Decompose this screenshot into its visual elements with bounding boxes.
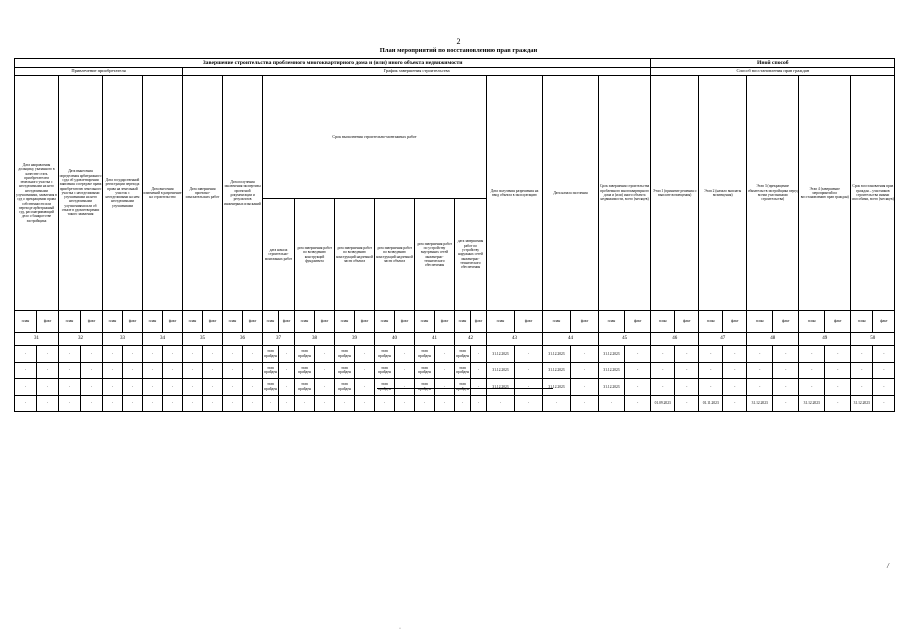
table-cell: - (723, 362, 747, 379)
table-cell: - (515, 379, 543, 396)
fact-label: факт (873, 311, 895, 333)
table-cell: - (203, 346, 223, 363)
table-cell: - (825, 379, 851, 396)
column-header: Дата государственной регистрации перехода права на земельный участок с неотделимыми на нем неотделимыми улучшениями (103, 76, 143, 311)
section-other-header: Иной способ (651, 59, 895, 68)
column-header: дата завершения работ по возведению конструкций фундамента (295, 199, 335, 311)
table-cell: - (571, 346, 599, 363)
group-schedule-header: График завершения строительства (183, 68, 651, 76)
fact-label: факт (279, 311, 295, 333)
table-cell: - (571, 379, 599, 396)
table-cell: - (699, 379, 723, 396)
column-number: 44 (543, 333, 599, 346)
table-cell: 31.12.2023 (543, 379, 571, 396)
table-cell: - (471, 362, 487, 379)
table-cell: этап пройден (263, 346, 279, 363)
fact-label: факт (723, 311, 747, 333)
fact-label: факт (355, 311, 375, 333)
plan-label: план (335, 311, 355, 333)
plan-label: план (455, 311, 471, 333)
plan-label: план (699, 311, 723, 333)
table-cell: - (773, 362, 799, 379)
table-cell: - (315, 379, 335, 396)
column-header: Этап 2 (начало выплаты возмещения) (699, 76, 747, 311)
table-cell: - (675, 379, 699, 396)
plan-label: план (851, 311, 873, 333)
table-cell: - (799, 362, 825, 379)
plan-label: план (487, 311, 515, 333)
table-cell: - (455, 395, 471, 412)
table-cell: - (143, 346, 163, 363)
column-header: Этап 4 (завершение мероприятий по восстановлению прав граждан) (799, 76, 851, 311)
table-cell: - (103, 379, 123, 396)
table-cell: - (37, 379, 59, 396)
table-cell: - (37, 395, 59, 412)
table-cell: - (15, 346, 37, 363)
table-cell: этап пройден (335, 379, 355, 396)
fact-label: факт (203, 311, 223, 333)
table-cell: - (15, 362, 37, 379)
column-number: 39 (335, 333, 375, 346)
table-cell: 31.12.2023 (799, 395, 825, 412)
table-cell: - (123, 346, 143, 363)
table-row (15, 379, 895, 396)
table-cell: этап пройден (415, 379, 435, 396)
column-number: 48 (747, 333, 799, 346)
column-header: Срок восстановления прав граждан – участников строительства иными способами, всего (месяцев) (851, 76, 895, 311)
table-cell: - (773, 379, 799, 396)
table-cell: - (873, 395, 895, 412)
table-cell: - (873, 362, 895, 379)
table-cell: - (295, 395, 315, 412)
table-cell: 31.12.2023 (599, 362, 625, 379)
table-cell: - (799, 379, 825, 396)
table-cell: этап пройден (455, 362, 471, 379)
table-cell: - (203, 362, 223, 379)
table-cell: - (625, 395, 651, 412)
table-cell: - (243, 379, 263, 396)
table-cell: - (675, 362, 699, 379)
table-cell: - (223, 379, 243, 396)
fact-label: факт (163, 311, 183, 333)
table-cell: - (395, 395, 415, 412)
table-cell: - (747, 379, 773, 396)
table-cell: этап пройден (375, 362, 395, 379)
column-header: Этап 1 (принятие решения о выплате возмещения) (651, 76, 699, 311)
table-cell: 31.12.2023 (543, 346, 571, 363)
fact-label: факт (471, 311, 487, 333)
plan-table (14, 58, 895, 412)
fact-label: факт (243, 311, 263, 333)
table-cell: 31.12.2023 (599, 346, 625, 363)
table-cell: - (651, 379, 675, 396)
table-cell: - (851, 346, 873, 363)
table-cell: - (625, 346, 651, 363)
plan-label: план (143, 311, 163, 333)
table-cell: этап пройден (415, 362, 435, 379)
column-header: дата начала строительно-монтажных работ (263, 199, 295, 311)
table-cell: - (851, 362, 873, 379)
table-cell: этап пройден (295, 346, 315, 363)
table-cell: - (183, 379, 203, 396)
table-cell: 01.09.2023 (651, 395, 675, 412)
plan-label: план (651, 311, 675, 333)
bottom-mark: · (399, 626, 401, 632)
plan-label: план (103, 311, 123, 333)
table-cell: - (183, 395, 203, 412)
table-cell: - (315, 362, 335, 379)
table-cell: - (223, 395, 243, 412)
table-cell: - (103, 346, 123, 363)
fact-label: факт (571, 311, 599, 333)
table-cell: - (279, 395, 295, 412)
table-cell: - (825, 346, 851, 363)
table-cell: - (203, 379, 223, 396)
column-number: 40 (375, 333, 415, 346)
column-number: 49 (799, 333, 851, 346)
table-cell: - (123, 395, 143, 412)
table-cell: - (223, 346, 243, 363)
plan-label: план (747, 311, 773, 333)
fact-label: факт (625, 311, 651, 333)
table-cell: - (435, 346, 455, 363)
column-number: 37 (263, 333, 295, 346)
column-number: 31 (15, 333, 59, 346)
column-header: дата завершения работ по возведению конструкций надземной части объекта (375, 199, 415, 311)
table-cell: - (799, 346, 825, 363)
table-cell: - (651, 346, 675, 363)
fact-label: факт (123, 311, 143, 333)
fact-label: факт (825, 311, 851, 333)
table-cell: - (515, 362, 543, 379)
table-cell: - (851, 379, 873, 396)
table-cell: - (873, 346, 895, 363)
plan-label: план (59, 311, 81, 333)
column-header: Срок завершения строительства проблемного многоквартирного дома и (или) иного объекта недвижимости, всего (месяцев) (599, 76, 651, 311)
table-cell: - (415, 395, 435, 412)
table-cell: - (543, 395, 571, 412)
column-header: Дата вынесения определения арбитражного суда об удовлетворении заявления о передаче права приобретателю земельного участка с неотделимыми улучшениями на него неотделимыми улучшениями или об отказе в удовлетворении такого заявления (59, 76, 103, 311)
table-cell: этап пройден (295, 362, 315, 379)
table-cell: - (143, 379, 163, 396)
table-cell: - (59, 362, 81, 379)
table-cell: - (15, 395, 37, 412)
table-cell: - (675, 395, 699, 412)
signature-line (377, 388, 553, 389)
table-cell: - (81, 346, 103, 363)
table-cell: этап пройден (335, 346, 355, 363)
fact-label: факт (675, 311, 699, 333)
table-cell: - (723, 395, 747, 412)
table-cell: - (243, 395, 263, 412)
column-header: дата завершения работ по устройству внутренних сетей инженерно-технического обеспечения (415, 199, 455, 311)
plan-label: план (599, 311, 625, 333)
fact-label: факт (515, 311, 543, 333)
table-cell: - (143, 362, 163, 379)
column-number: 47 (699, 333, 747, 346)
table-cell: - (203, 395, 223, 412)
column-header: Дата получения разрешения на ввод объекта в эксплуатацию (487, 76, 543, 311)
fact-label: факт (37, 311, 59, 333)
table-cell: этап пройден (295, 379, 315, 396)
table-cell: - (355, 379, 375, 396)
table-cell: этап пройден (455, 346, 471, 363)
table-cell: - (723, 379, 747, 396)
column-header: Дата получения заключения экспертизы проектной документации и результатов инженерных изысканий (223, 76, 263, 311)
plan-label: план (223, 311, 243, 333)
table-cell: - (515, 395, 543, 412)
table-cell: - (143, 395, 163, 412)
column-number: 45 (599, 333, 651, 346)
table-cell: - (515, 346, 543, 363)
group-deadlines-header: Срок выполнения строительно-монтажных работ (263, 76, 487, 199)
table-cell: - (163, 395, 183, 412)
table-cell: 31.12.2023 (487, 362, 515, 379)
table-cell: этап пройден (335, 362, 355, 379)
plan-label: план (263, 311, 279, 333)
plan-label: план (295, 311, 315, 333)
document-title: План мероприятий по восстановлению прав граждан (379, 47, 538, 54)
table-cell: 01.11.2023 (699, 395, 723, 412)
plan-label: план (799, 311, 825, 333)
plan-label: план (183, 311, 203, 333)
fact-label: факт (773, 311, 799, 333)
table-cell: - (773, 395, 799, 412)
table-cell: этап пройден (263, 379, 279, 396)
plan-label: план (15, 311, 37, 333)
fact-label: факт (315, 311, 335, 333)
table-cell: 31.12.2023 (543, 362, 571, 379)
table-cell: - (81, 395, 103, 412)
column-header: дата завершения работ по устройству наружных сетей инженерно-технического обеспечения (455, 199, 487, 311)
table-cell: этап пройден (455, 379, 471, 396)
section-main-header: Завершение строительства проблемного многоквартирного дома и (или) иного объекта недвижимости (15, 59, 651, 68)
table-cell: 31.12.2023 (747, 395, 773, 412)
table-cell: - (471, 346, 487, 363)
table-cell: - (223, 362, 243, 379)
column-header: Этап 3 (прекращение обязательств застройщика перед всеми участниками строительства) (747, 76, 799, 311)
table-cell: - (625, 362, 651, 379)
column-number: 33 (103, 333, 143, 346)
table-cell: - (37, 346, 59, 363)
table-cell: - (59, 395, 81, 412)
table-cell: - (487, 395, 515, 412)
table-cell: - (651, 362, 675, 379)
table-cell: - (81, 362, 103, 379)
table-cell: - (723, 346, 747, 363)
plan-label: план (415, 311, 435, 333)
table-cell: - (471, 379, 487, 396)
table-cell: - (123, 379, 143, 396)
column-number: 38 (295, 333, 335, 346)
table-cell: - (279, 346, 295, 363)
column-number: 41 (415, 333, 455, 346)
table-cell: - (315, 395, 335, 412)
table-cell: 31.12.2023 (487, 346, 515, 363)
table-cell: - (395, 362, 415, 379)
table-cell: - (335, 395, 355, 412)
table-cell: - (395, 346, 415, 363)
page-number: 2 (456, 37, 461, 46)
table-cell: - (59, 346, 81, 363)
table-cell: - (747, 362, 773, 379)
table-cell: - (571, 395, 599, 412)
table-cell: - (163, 362, 183, 379)
table-cell: - (675, 346, 699, 363)
table-cell: - (243, 362, 263, 379)
table-cell: - (15, 379, 37, 396)
table-cell: 31.12.2023 (851, 395, 873, 412)
table-cell: - (355, 346, 375, 363)
table-cell: - (825, 362, 851, 379)
table-cell: - (471, 395, 487, 412)
table-cell: - (183, 346, 203, 363)
fact-label: факт (395, 311, 415, 333)
table-cell: этап пройден (375, 346, 395, 363)
plan-label: план (543, 311, 571, 333)
table-cell: - (59, 379, 81, 396)
table-cell: этап пройден (415, 346, 435, 363)
table-row (15, 395, 895, 412)
fact-label: факт (435, 311, 455, 333)
group-acquirer-header: Привлечение приобретателя (15, 68, 183, 76)
column-number: 34 (143, 333, 183, 346)
table-cell: 31.12.2023 (599, 379, 625, 396)
table-cell: - (37, 362, 59, 379)
table-cell: - (103, 395, 123, 412)
column-header: Дата направления дольщику, указанного в качестве стать приобретателем земельного участка с неотделимыми на него неотделимыми улучшениями, заявления в суд о прекращении права собственности или переходе арбитражный суд, рассматривающий дело о банкротстве застройщика (15, 76, 59, 311)
table-row (15, 362, 895, 379)
column-number: 42 (455, 333, 487, 346)
column-number: 50 (851, 333, 895, 346)
table-cell: - (599, 395, 625, 412)
table-cell: этап пройден (375, 379, 395, 396)
table-cell: - (355, 395, 375, 412)
table-cell: - (625, 379, 651, 396)
table-cell: - (571, 362, 599, 379)
corner-mark: / (887, 562, 889, 570)
table-cell: - (435, 379, 455, 396)
table-cell: - (747, 346, 773, 363)
table-cell: - (699, 362, 723, 379)
column-header: Дата внесения изменений в разрешение на строительство (143, 76, 183, 311)
table-cell: - (279, 379, 295, 396)
table-cell: - (81, 379, 103, 396)
table-cell: - (163, 346, 183, 363)
table-cell: - (375, 395, 395, 412)
table-cell: - (263, 395, 279, 412)
table-cell: - (279, 362, 295, 379)
table-cell: - (435, 395, 455, 412)
column-number: 36 (223, 333, 263, 346)
table-cell: - (825, 395, 851, 412)
column-number: 43 (487, 333, 543, 346)
table-cell: - (699, 346, 723, 363)
table-cell: - (183, 362, 203, 379)
table-cell: - (123, 362, 143, 379)
table-cell: - (243, 346, 263, 363)
table-row (15, 346, 895, 363)
column-number: 35 (183, 333, 223, 346)
column-header: Дата завершения проектно-изыскательских работ (183, 76, 223, 311)
table-cell: - (163, 379, 183, 396)
group-restore-header: Способ восстановления прав граждан (651, 68, 895, 76)
column-number: 32 (59, 333, 103, 346)
table-cell: - (395, 379, 415, 396)
fact-label: факт (81, 311, 103, 333)
plan-label: план (375, 311, 395, 333)
table-cell: - (873, 379, 895, 396)
table-cell: - (315, 346, 335, 363)
table-cell: 31.12.2023 (487, 379, 515, 396)
table-cell: этап пройден (263, 362, 279, 379)
column-number: 46 (651, 333, 699, 346)
table-cell: - (355, 362, 375, 379)
table-cell: - (773, 346, 799, 363)
table-cell: - (435, 362, 455, 379)
table-cell: - (103, 362, 123, 379)
column-header: дата завершения работ по возведению конструкций надземной части объекта (335, 199, 375, 311)
column-header: Дата начала заселения (543, 76, 599, 311)
plan-table-container (14, 58, 894, 412)
